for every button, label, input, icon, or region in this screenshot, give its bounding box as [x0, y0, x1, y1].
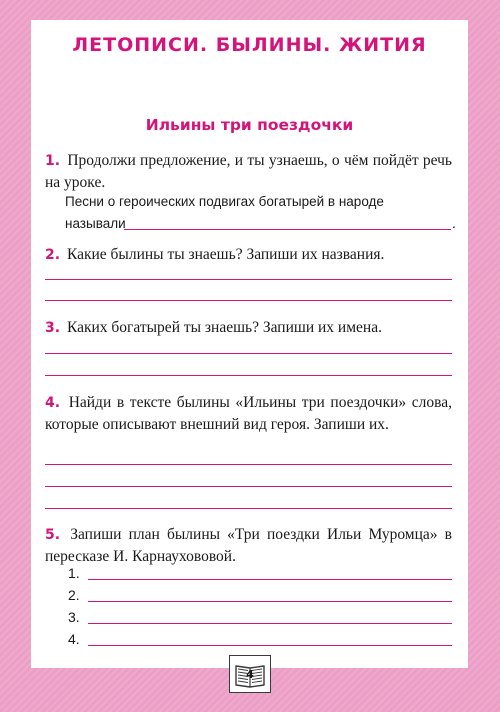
- task-1: [45, 150, 452, 193]
- task-1-prompt-line-1: Песни о героических подвигах богатырей в народе: [65, 194, 384, 209]
- page-number-badge: [229, 655, 271, 693]
- plan-item-4-number: 4.: [68, 631, 80, 647]
- task-4-text: Найди в тексте былины «Ильины три поездочки» слова, которые описывают внешний вид героя. Запиши их.: [45, 394, 453, 433]
- worksheet-page: [31, 20, 468, 668]
- answer-line-2a[interactable]: [45, 279, 452, 280]
- plan-item-2-number: 2.: [68, 587, 80, 603]
- lesson-title: Ильины три поездочки: [145, 116, 354, 134]
- answer-line-4c[interactable]: [45, 508, 452, 509]
- plan-item-1-number: 1.: [68, 565, 80, 581]
- plan-line-3[interactable]: [88, 623, 452, 624]
- task-3-text: Каких богатырей ты знаешь? Запиши их имена.: [66, 319, 382, 336]
- task-3: [45, 317, 452, 339]
- answer-line-4b[interactable]: [45, 486, 452, 487]
- task-4-number: 4.: [45, 395, 61, 411]
- task-2-text: Какие былины ты знаешь? Запиши их названия.: [66, 246, 385, 263]
- task-2: [45, 244, 452, 266]
- answer-line-3a[interactable]: [45, 353, 452, 354]
- plan-line-2[interactable]: [88, 601, 452, 602]
- task-5-number: 5.: [45, 527, 61, 543]
- task-1-prompt-end: .: [452, 215, 456, 231]
- task-2-number: 2.: [45, 247, 61, 263]
- task-5-text: Запиши план былины «Три поездки Ильи Муромца» в пересказе И. Карнаухововой.: [45, 526, 453, 565]
- task-1-text: Продолжи предложение, и ты узнаешь, о чём пойдёт речь на уроке.: [45, 152, 452, 191]
- section-title: ЛЕТОПИСИ. БЫЛИНЫ. ЖИТИЯ: [72, 34, 427, 56]
- task-3-number: 3.: [45, 320, 61, 336]
- answer-line-2b[interactable]: [45, 300, 452, 301]
- plan-item-3-number: 3.: [68, 609, 80, 625]
- answer-line-4a[interactable]: [45, 464, 452, 465]
- answer-line-3b[interactable]: [45, 375, 452, 376]
- plan-line-1[interactable]: [88, 579, 452, 580]
- plan-line-4[interactable]: [88, 645, 452, 646]
- page-number: 4: [246, 668, 254, 681]
- task-4: [45, 392, 452, 435]
- task-1-number: 1.: [45, 153, 61, 169]
- task-5: [45, 524, 452, 567]
- task-1-prompt-start: называли: [65, 216, 126, 231]
- answer-line-1[interactable]: [124, 229, 451, 230]
